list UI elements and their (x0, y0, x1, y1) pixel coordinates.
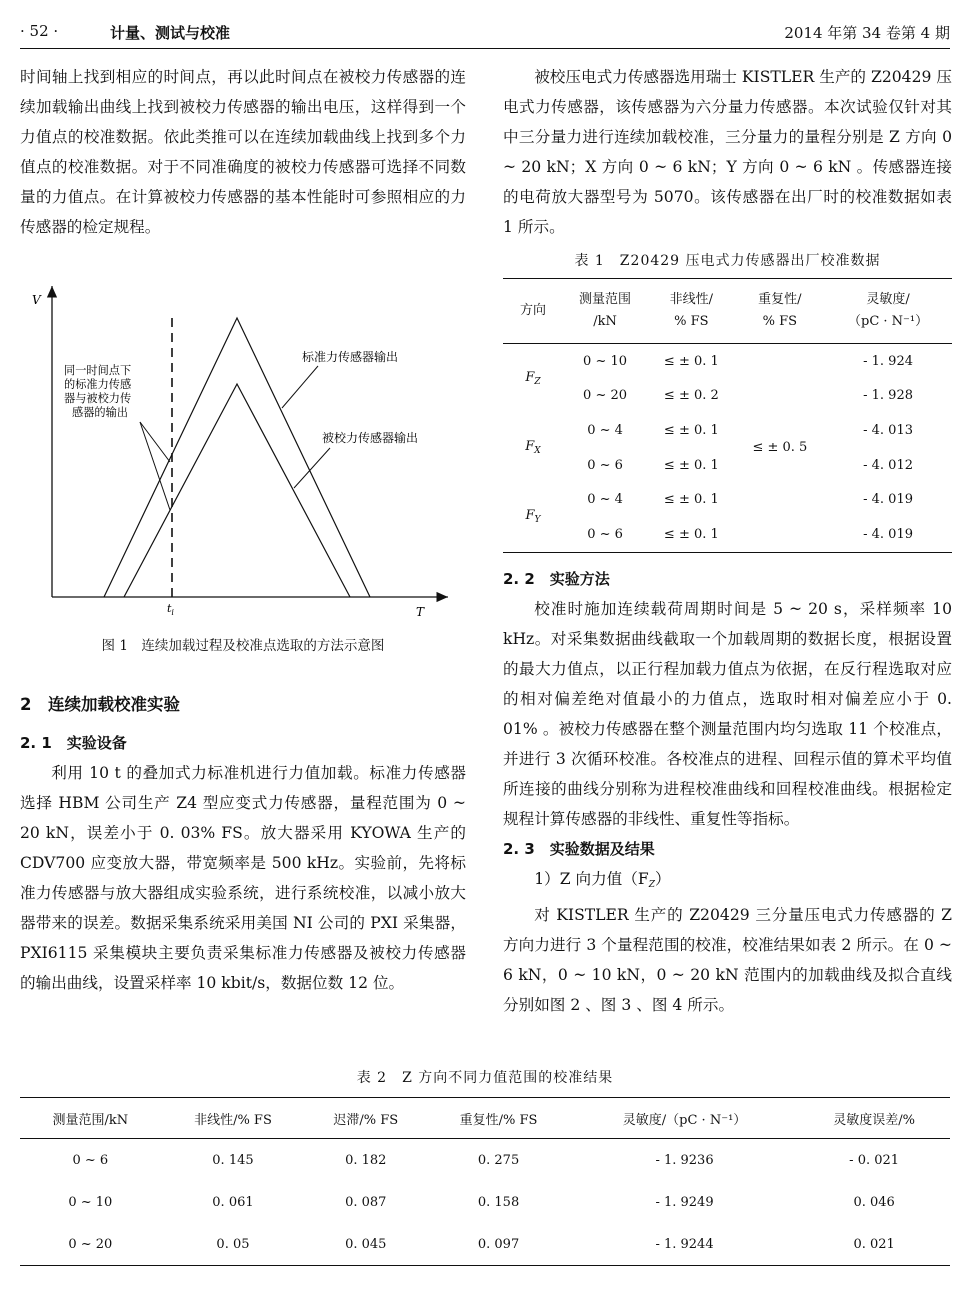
table-cell: 0. 021 (853, 1236, 895, 1252)
note-text (64, 363, 132, 419)
table-cell: 0. 046 (853, 1194, 895, 1210)
table-cell: 0. 05 (216, 1236, 250, 1252)
svg-text:的标准力传感: 的标准力传感 (64, 378, 132, 391)
table-cell: ≤ ± 0. 1 (663, 353, 719, 369)
table-cell: 0. 097 (477, 1236, 520, 1252)
paragraph: 时间轴上找到相应的时间点，再以此时间点在被校力传感器的连续加载输出曲线上找到被校力传感器的输出电压，这样得到一个力值点的校准数据。依此类推可以在连续加载曲线上找到多个力值点的校准数据。对于不同准确度的被校力传感器可选择不同数量的力值点。在计算被校力传感器的基本性能时可参照相应的力传感器的检定规程。 (20, 68, 466, 236)
table-cell: - 1. 9244 (655, 1236, 714, 1252)
figure-1-caption: 图 1 连续加载过程及校准点选取的方法示意图 (101, 638, 385, 654)
x-axis-label: T (416, 605, 425, 619)
table-cell: 0 ~ 10 (68, 1194, 113, 1210)
repeatability-cell: ≤ ± 0. 5 (752, 440, 808, 456)
table-cell: 0 ~ 20 (583, 388, 628, 404)
paragraph: 对 KISTLER 生产的 Z20429 三分量压电式力传感器的 Z 方向力进行 3 个量程范围的校准，校准结果如表 2 所示。在 0 ~ 6 kN，0 ~ 10 kN，0 ~ 20 kN 范围内的加载曲线及拟合直线分别如图 2 、图 3 、图 4 所示。 (503, 906, 952, 1014)
svg-text:感器的输出: 感器的输出 (72, 406, 128, 419)
col-header: 灵敏度/（pC · N⁻¹） (571, 1098, 798, 1139)
table-row (20, 1181, 950, 1223)
table-cell: ≤ ± 0. 1 (663, 526, 719, 542)
col-header: 方向 (503, 279, 563, 344)
label-standard-output: 标准力传感器输出 (302, 350, 399, 364)
table-row (503, 482, 952, 517)
table-row (503, 517, 952, 552)
table-header-row (20, 1098, 950, 1139)
svg-text:器与被校力传: 器与被校力传 (64, 392, 132, 405)
col-header: 非线性/ % FS (647, 279, 736, 344)
table-header-row (503, 279, 952, 344)
table-row (503, 379, 952, 414)
table-cell: - 4. 012 (863, 457, 913, 473)
figure-1-diagram (28, 282, 458, 622)
list-item: 1）Z 向力值$(F_Z)$ (534, 870, 671, 890)
direction-cell: $F_Z$ (525, 370, 541, 388)
table-cell: 0 ~ 6 (587, 526, 623, 542)
table-row (503, 448, 952, 483)
table-1-caption: 表 1 Z20429 压电式力传感器出厂校准数据 (574, 253, 881, 269)
table-cell: ≤ ± 0. 2 (663, 388, 719, 404)
page-number: · 52 · (20, 22, 59, 40)
table-row (503, 344, 952, 379)
table-row (20, 1139, 950, 1182)
pointer-dut (294, 448, 330, 488)
left-column-lower (20, 688, 466, 998)
right-column (503, 62, 952, 242)
direction-cell: $F_X$ (525, 439, 541, 457)
figure-1 (28, 282, 458, 622)
table-cell: - 4. 019 (863, 526, 913, 542)
journal-title: 计量、测试与校准 (110, 24, 231, 42)
col-header: 重复性/% FS (426, 1098, 571, 1139)
table-cell: - 1. 9236 (655, 1152, 714, 1168)
time-point-label: $t_i$ (167, 602, 174, 617)
table-cell: 0 ~ 10 (583, 353, 628, 369)
table-cell: 0 ~ 4 (587, 422, 623, 438)
direction-cell: $F_Y$ (525, 508, 541, 526)
table-cell: 0 ~ 4 (587, 492, 623, 508)
table-row (503, 413, 952, 448)
table-cell: ≤ ± 0. 1 (663, 492, 719, 508)
section-heading: 2 连续加载校准实验 (20, 695, 180, 714)
table-cell: - 4. 019 (863, 492, 913, 508)
col-header: 灵敏度/ （pC · N⁻¹） (824, 279, 952, 344)
running-header (20, 22, 950, 49)
subsection-heading: 2. 1 实验设备 (20, 734, 127, 752)
col-header: 迟滞/% FS (305, 1098, 426, 1139)
table-cell: 0 ~ 20 (68, 1236, 113, 1252)
table-cell: ≤ ± 0. 1 (663, 422, 719, 438)
table-cell: 0. 087 (345, 1194, 387, 1210)
table-cell: 0. 158 (477, 1194, 520, 1210)
paragraph: 校准时施加连续载荷周期时间是 5 ~ 20 s，采样频率 10 kHz。对采集数据曲线截取一个加载周期的数据长度，根据设置的最大力值点，以正行程加载力值点为依据，在反行程选取对应的相对偏差绝对值最小的力值点，选取时相对偏差应小于 0. 01% 。被校力传感器在整个测量范围内均匀选取 11 个校准点，并进行 3 次循环校准。各校准点的进程、回程示值的算术平均值所连接的曲线分别称为进程校准曲线和回程校准曲线。根据检定规程计算传感器的非线性、重复性等指标。 (503, 600, 952, 828)
col-header: 测量范围/kN (20, 1098, 161, 1139)
svg-text:同一时间点下: 同一时间点下 (64, 364, 132, 377)
col-header: 重复性/ % FS (736, 279, 825, 344)
table-cell: 0. 182 (345, 1152, 387, 1168)
table-cell: - 1. 9249 (655, 1194, 714, 1210)
paragraph: 被校压电式力传感器选用瑞士 KISTLER 生产的 Z20429 压电式力传感器，该传感器为六分量力传感器。本次试验仅针对其中三分量力进行连续加载校准，三分量力的量程分别是 Z 方向 0 ~ 20 kN；X 方向 0 ~ 6 kN；Y 方向 0 ~ 6 kN 。传感器连接的电荷放大器型号为 5070。该传感器在出厂时的校准数据如表 1 所示。 (503, 68, 952, 236)
pointer-standard (282, 366, 318, 408)
y-axis-label: V (32, 293, 41, 307)
col-header: 测量范围 /kN (563, 279, 647, 344)
table-cell: 0. 145 (212, 1152, 254, 1168)
table-cell: 0. 045 (345, 1236, 387, 1252)
table-cell: 0 ~ 6 (72, 1152, 109, 1168)
table-cell: 0. 061 (212, 1194, 254, 1210)
table-cell: 0. 275 (477, 1152, 520, 1168)
table-cell: 0 ~ 6 (587, 457, 623, 473)
table-cell: - 0. 021 (849, 1152, 900, 1168)
table-cell: - 1. 924 (863, 353, 913, 369)
note-pointer (140, 422, 170, 462)
table-2 (20, 1097, 950, 1266)
label-dut-output: 被校力传感器输出 (322, 431, 419, 445)
table-2-caption: 表 2 Z 方向不同力值范围的校准结果 (356, 1070, 614, 1086)
table-cell: - 1. 928 (863, 388, 913, 404)
table-1 (503, 278, 952, 553)
right-column-lower (503, 564, 952, 1020)
table-cell: - 4. 013 (863, 422, 913, 438)
subsection-heading: 2. 3 实验数据及结果 (503, 840, 655, 858)
paragraph: 利用 10 t 的叠加式力标准机进行力值加载。标准力传感器选择 HBM 公司生产 Z4 型应变式力传感器，量程范围为 0 ~ 20 kN，误差小于 0. 03% FS。放大器采用 KYOWA 生产的 CDV700 应变放大器，带宽频率是 500 kHz。实验前，先将标准力传感器与放大器组成实验系统，进行系统校准，以减小放大器带来的误差。数据采集系统采用美国 NI 公司的 PXI 采集器，PXI6115 采集模块主要负责采集标准力传感器及被校力传感器的输出曲线，设置采样率 10 kbit/s，数据位数 12 位。 (20, 764, 466, 992)
table-cell: ≤ ± 0. 1 (663, 457, 719, 473)
calibrated-sensor-curve (124, 384, 350, 597)
col-header: 非线性/% FS (161, 1098, 306, 1139)
left-column (20, 62, 466, 242)
col-header: 灵敏度误差/% (798, 1098, 950, 1139)
table-row (20, 1223, 950, 1266)
issue-info: 2014 年第 34 卷第 4 期 (784, 24, 950, 42)
note-pointer (140, 422, 170, 510)
subsection-heading: 2. 2 实验方法 (503, 570, 610, 588)
